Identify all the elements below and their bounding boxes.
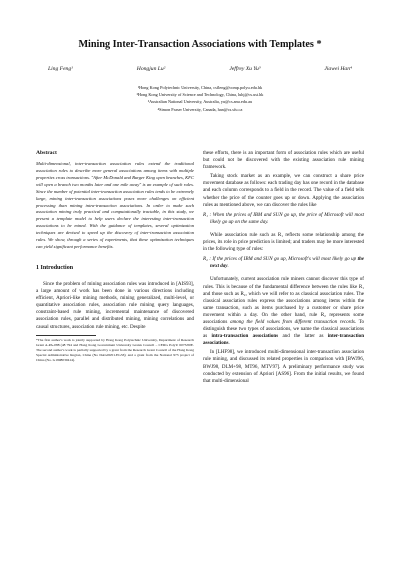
footnote-divider — [36, 335, 96, 336]
term-intra: intra-transaction associations — [211, 333, 279, 340]
affiliation: ⁴Simon Fraser University, Canada, han@cs.sfu.ca — [157, 106, 243, 112]
body-paragraph: While association rule such as R₁ reflects some relationship among the prices, its role in price prediction is limited; and traders may be more interested in the following type of rules: — [203, 231, 364, 253]
text-run: and the latter as — [282, 333, 324, 340]
text-emphasis: among the field values from different transaction records — [230, 318, 355, 325]
paper-title: Mining Inter-Transaction Associations with Templates * — [78, 39, 322, 50]
body-paragraph: In [LHF98], we introduced multi-dimensional inter-transaction association rule mining, and discussed its related properties in comparison with [BWJ96, BWJ98, DLM+98, MT96, MTV97]. A preliminary performance study was conducted by extension of Apriori [AS96]. From the initial results, we found that multi-dimensional — [203, 349, 364, 384]
rule-text: When the prices of IBM and SUN go up, the price of Microsoft will most likely go up on the same day. — [210, 211, 365, 225]
footnote: *The first author's work is jointly supported by Hong Kong Polytechnic University, Department of Research Grant A-PA-088 (48 794 and Hong Kong Government University Grants Council – CERG PolyU 6073/00E. The second author's work is partially supported by a grant from the Research Grant Council of the Hong Kong Special Administrative Region, China (No DAG00/01.EG33); and a grant from the National 973 project of China (No. G1998030414). — [36, 337, 194, 362]
body-paragraph — [203, 276, 364, 347]
affiliation-list — [0, 84, 400, 113]
text-run: Unfortunately, current association rule miners cannot discover this type of rules. This is because of the fundamental difference between the rules like R₁ and those such as R₂, which we will refer to as classical association rules. The classical association rules express the associations among items within the same transaction, such as items purchased by a customer or share price movement within a day. On the other hand, rule R₂ represents some associations — [203, 276, 364, 325]
author-list — [48, 66, 352, 72]
abstract-heading: Abstract — [36, 150, 57, 156]
body-paragraph: these efforts, there is an important form of association rules which are useful but could not be discovered with the existing association rule mining framework. — [203, 150, 364, 171]
body-paragraph: Taking stock market as an example, we can construct a share price movement database as follows: each trading day has one record in the database and each column corresponds to a field in the record. The value of a field tells whether the price of the counter goes up or down. Applying the association rules as mentioned above, we can discover the rules like — [203, 173, 364, 208]
rule-r2 — [203, 256, 364, 270]
affiliation: ³Australian National University, Australia, yu@cs.anu.edu.au — [147, 99, 253, 105]
intro-paragraph: Since the problem of mining association rules was introduced in [AIS93], a large amount of work has been done in various directions including efficient, Apriori-like mining methods, mining generalized, multi-level, or quantitative association rules, association rule mining query languages, constraint-based rule mining, incremental maintenance of discovered association rules, parallel and distributed mining, mining correlations and causal structures, association rule mining, etc. Despite — [36, 280, 194, 330]
abstract-text: Multi-dimensional, inter-transaction association rules extend the traditional association rules to describe more general associations among items with multiple properties cross transactions. "After McDonald and Burger King open branches, KFC will open a branch two months later and one mile away" is an example of such rules. Since the number of potential inter-transaction association rules tends to be extremely large, mining inter-transaction associations poses more challenges on efficient processing than mining intra-transaction associations. In order to make such association mining truly practical and computationally tractable, in this study, we present a template model to help users declare the interesting inter-transaction associations to be mined. With the guidance of templates, several optimization techniques are devised to speed up the discovery of inter-transaction association rules. We show, through a series of experiments, that these optimization techniques can yield significant performance benefits. — [36, 161, 194, 249]
term-inter: inter-transaction associations — [203, 333, 365, 347]
author-name: Hongjun Lu² — [136, 66, 166, 72]
text-run: . To distinguish these two types of associations, we name the classical associations as — [203, 318, 364, 340]
author-name: Ling Feng¹ — [48, 66, 73, 72]
rule-label: R₁ : — [203, 211, 212, 218]
rule-label: R₂ : — [203, 256, 211, 263]
left-column — [36, 150, 194, 363]
affiliation: ¹Hong Kong Polytechnic University, China, csfleng@comp.polyu.edu.hk — [137, 85, 263, 90]
author-name: Jeffrey Xu Yu³ — [229, 66, 261, 72]
rule-text: If the prices of IBM and SUN go up, Microsoft's will most likely go up — [212, 256, 357, 263]
text-run: . — [228, 340, 230, 347]
rule-end: . — [227, 263, 229, 270]
right-column — [203, 150, 364, 387]
rule-r1 — [203, 212, 364, 226]
section-heading-introduction: 1 Introduction — [36, 264, 74, 271]
affiliation: ²Hong Kong University of Science and Technology, China, luhj@cs.ust.hk — [136, 92, 264, 98]
rule-emphasis: the next day — [210, 256, 365, 270]
author-name: Jiawei Han⁴ — [324, 66, 352, 72]
